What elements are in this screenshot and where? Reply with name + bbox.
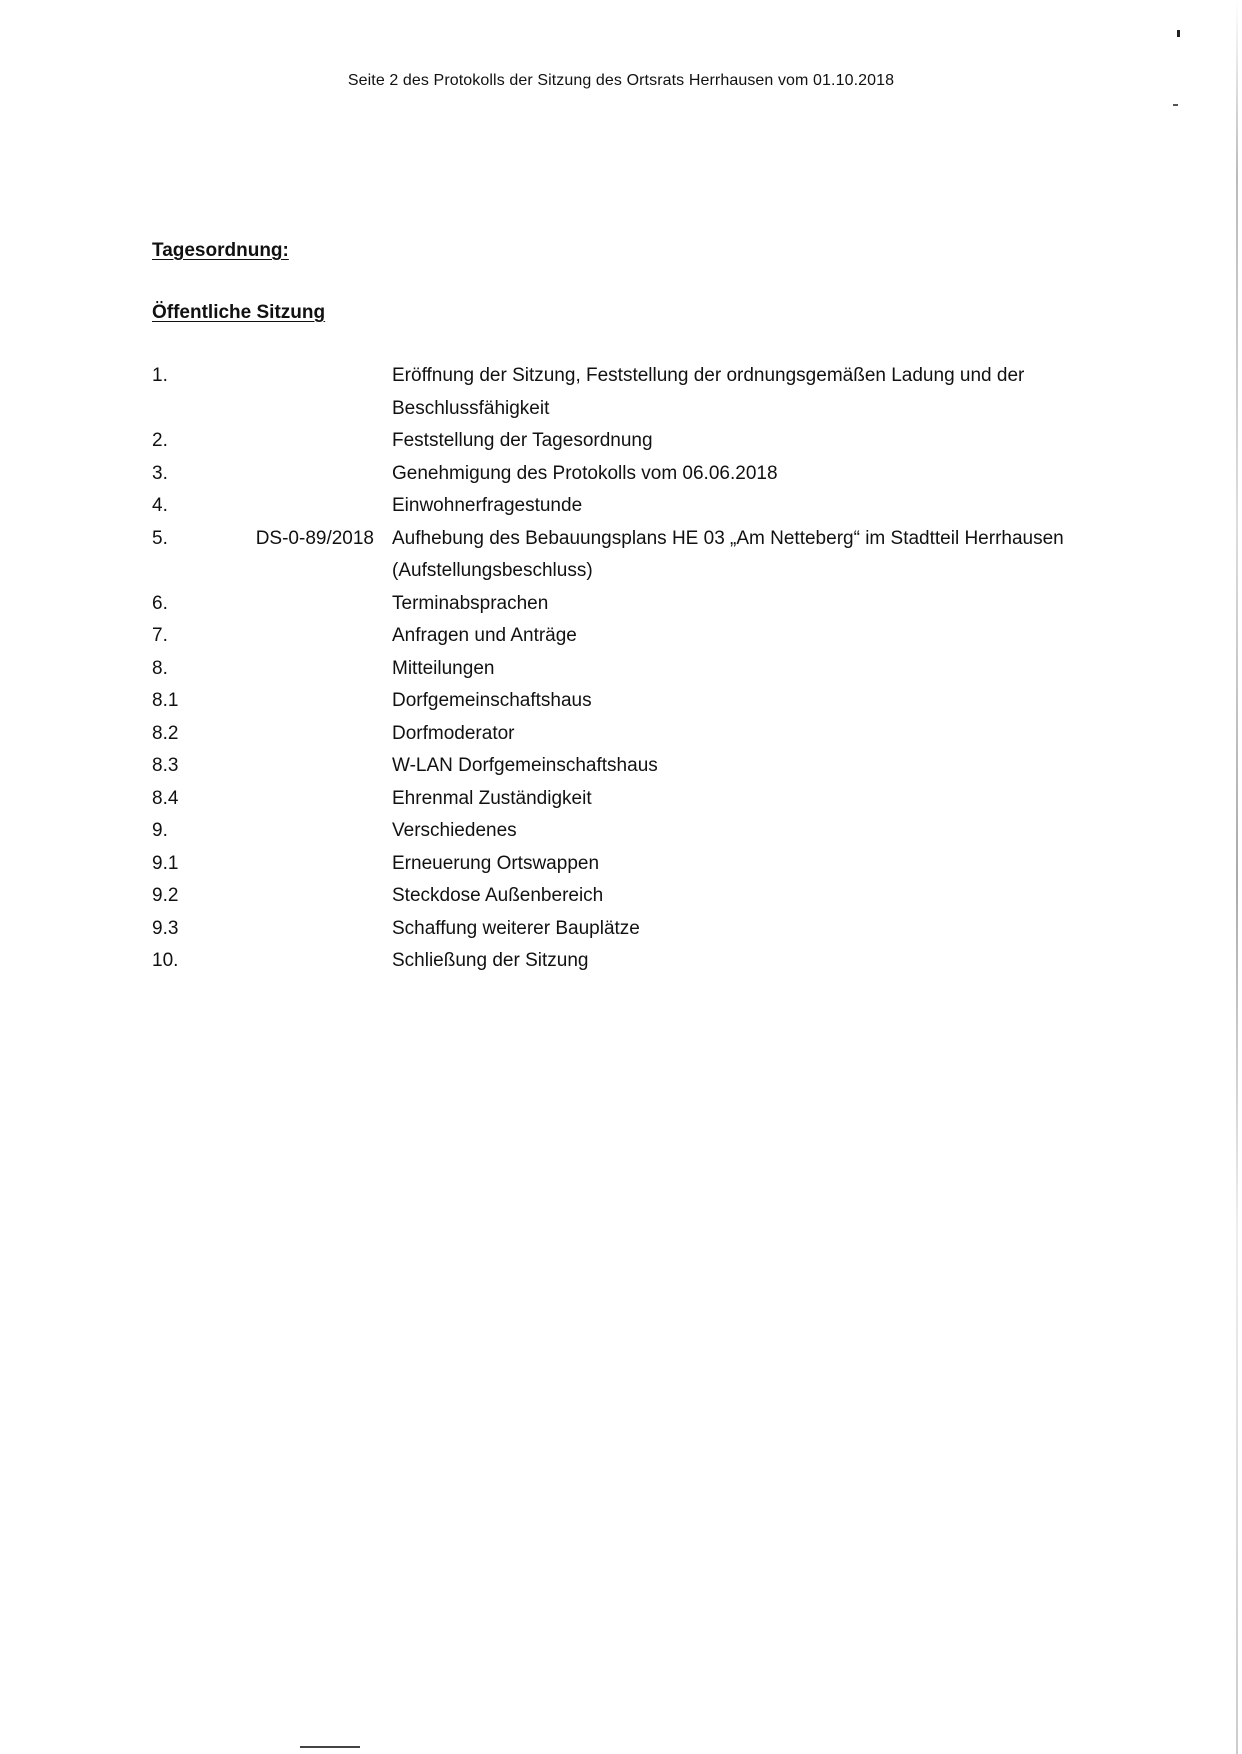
agenda-item-title: Mitteilungen (392, 657, 495, 679)
scan-bottom-mark (300, 1746, 360, 1748)
agenda-item (152, 913, 1092, 946)
agenda-item-title: Anfragen und Anträge (392, 625, 577, 646)
agenda-item (152, 620, 1092, 653)
agenda-item-number: 8.2 (152, 722, 179, 744)
agenda-item (152, 588, 1092, 621)
agenda-item-title: Ehrenmal Zuständigkeit (392, 787, 592, 809)
agenda-item (152, 750, 1092, 783)
agenda-item-title: W-LAN Dorfgemeinschaftshaus (392, 755, 658, 776)
agenda-item-title: Aufhebung des Bebauungsplans HE 03 „Am Netteberg“ im Stadtteil Herrhausen (Aufstellungsbeschluss) (392, 527, 1064, 581)
agenda-item-number: 7. (152, 625, 168, 646)
page-header: Seite 2 des Protokolls der Sitzung des Ortsrats Herrhausen vom 01.10.2018 (347, 72, 895, 89)
agenda-item-number: 8.3 (152, 755, 179, 776)
agenda-item (152, 360, 1092, 425)
agenda-item (152, 458, 1092, 491)
agenda-item-number: 5. (152, 527, 168, 549)
agenda-item-title: Steckdose Außenbereich (392, 885, 604, 906)
agenda-item (152, 815, 1092, 848)
agenda-item-number: 9.3 (152, 917, 179, 939)
agenda-item (152, 783, 1092, 816)
scan-speck (1173, 104, 1178, 106)
agenda-item-number: 4. (152, 495, 168, 516)
agenda-item (152, 848, 1092, 881)
agenda-list (152, 360, 1092, 978)
scan-edge-shadow (1236, 0, 1238, 1754)
agenda-item-title: Genehmigung des Protokolls vom 06.06.2018 (392, 462, 778, 484)
agenda-item-number: 9.2 (152, 885, 179, 906)
agenda-item-reference: DS-0-89/2018 (255, 527, 374, 549)
agenda-item (152, 653, 1092, 686)
agenda-item-number: 8. (152, 657, 168, 679)
agenda-item-number: 10. (152, 950, 179, 971)
agenda-item-number: 9.1 (152, 852, 179, 874)
agenda-item-number: 8.1 (152, 690, 179, 711)
agenda-item-title: Schließung der Sitzung (392, 950, 589, 971)
agenda-item-title: Dorfgemeinschaftshaus (392, 690, 592, 711)
scan-speck (1177, 30, 1180, 37)
agenda-item-number: 8.4 (152, 787, 179, 809)
agenda-item (152, 685, 1092, 718)
agenda-item (152, 425, 1092, 458)
agenda-item-number: 3. (152, 462, 168, 484)
agenda-item-title: Eröffnung der Sitzung, Feststellung der ordnungsgemäßen Ladung und der Beschlussfähigkeit (392, 365, 1025, 419)
agenda-heading: Tagesordnung: (152, 240, 289, 261)
agenda-item-title: Verschiedenes (392, 820, 517, 841)
agenda-item-title: Feststellung der Tagesordnung (392, 430, 653, 451)
agenda-item-number: 1. (152, 365, 168, 386)
agenda-item (152, 945, 1092, 978)
agenda-item-title: Schaffung weiterer Bauplätze (392, 917, 640, 939)
agenda-item-title: Terminabsprachen (392, 592, 549, 614)
agenda-item-number: 6. (152, 592, 168, 614)
agenda-item-title: Einwohnerfragestunde (392, 495, 583, 516)
agenda-item-title: Dorfmoderator (392, 722, 515, 744)
agenda-item (152, 880, 1092, 913)
agenda-item-number: 2. (152, 430, 168, 451)
public-session-heading: Öffentliche Sitzung (152, 302, 326, 323)
agenda-item (152, 718, 1092, 751)
agenda-item-title: Erneuerung Ortswappen (392, 852, 600, 874)
agenda-item (152, 523, 1092, 588)
agenda-item-number: 9. (152, 820, 168, 841)
agenda-item (152, 490, 1092, 523)
